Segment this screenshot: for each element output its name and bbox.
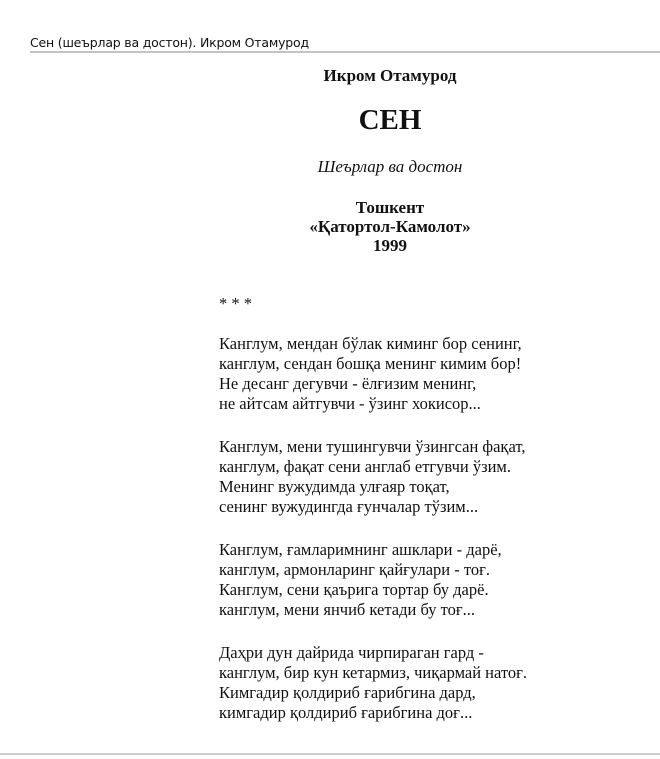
imprint-year: 1999 [373, 236, 407, 255]
poem-line: канглум, сендан бошқа менинг кимим бор! [219, 354, 522, 373]
poem-line: канглум, мени янчиб кетади бу тоғ... [219, 600, 475, 619]
poem-line: Кимгадир қолдириб ғарибгина дард, [219, 683, 476, 702]
poem-line: Менинг вужудимда улғаяр тоқат, [219, 477, 450, 496]
stanza [219, 540, 527, 620]
stanza [219, 437, 527, 517]
poem-line: канглум, армонларинг қайғулари - тоғ. [219, 560, 490, 579]
poem-separator: * * * [219, 294, 252, 313]
poem-line: сенинг вужудингда ғунчалар тўзим... [219, 497, 479, 516]
poem [219, 294, 527, 746]
document-header-title: Сен (шеърлар ва достон). Икром Отамурод [30, 35, 309, 50]
poem-line: Даҳри дун дайрида чирпираган гард - [219, 643, 484, 662]
book-title: СЕН [358, 104, 422, 136]
imprint-city: Тошкент [355, 198, 425, 217]
stanza [219, 643, 527, 723]
poem-line: Канглум, мени тушингувчи ўзингсан фақат, [219, 437, 526, 456]
poem-line: кимгадир қолдириб ғарибгина доғ... [219, 703, 473, 722]
poem-line: Канглум, ғамларимнинг ашклари - дарё, [219, 540, 502, 559]
poem-line: канглум, бир кун кетармиз, чиқармай натоғ. [219, 663, 528, 682]
imprint [0, 198, 660, 255]
poem-line: Не десанг дегувчи - ёлғизим менинг, [219, 374, 477, 393]
imprint-publisher: «Қатортол-Камолот» [309, 217, 471, 236]
author-name: Икром Отамурод [323, 66, 457, 85]
stanza [219, 334, 527, 414]
poem-line: не айтсам айтгувчи - ўзинг хокисор... [219, 394, 481, 413]
header-divider [30, 51, 660, 53]
poem-line: Канглум, сени қаърига тортар бу дарё. [219, 580, 489, 599]
poem-line: Канглум, мендан бўлак киминг бор сенинг, [219, 334, 522, 353]
footer-divider [0, 753, 660, 755]
poem-line: канглум, фақат сени англаб етгувчи ўзим. [219, 457, 511, 476]
book-subtitle: Шеърлар ва достон [317, 157, 463, 176]
